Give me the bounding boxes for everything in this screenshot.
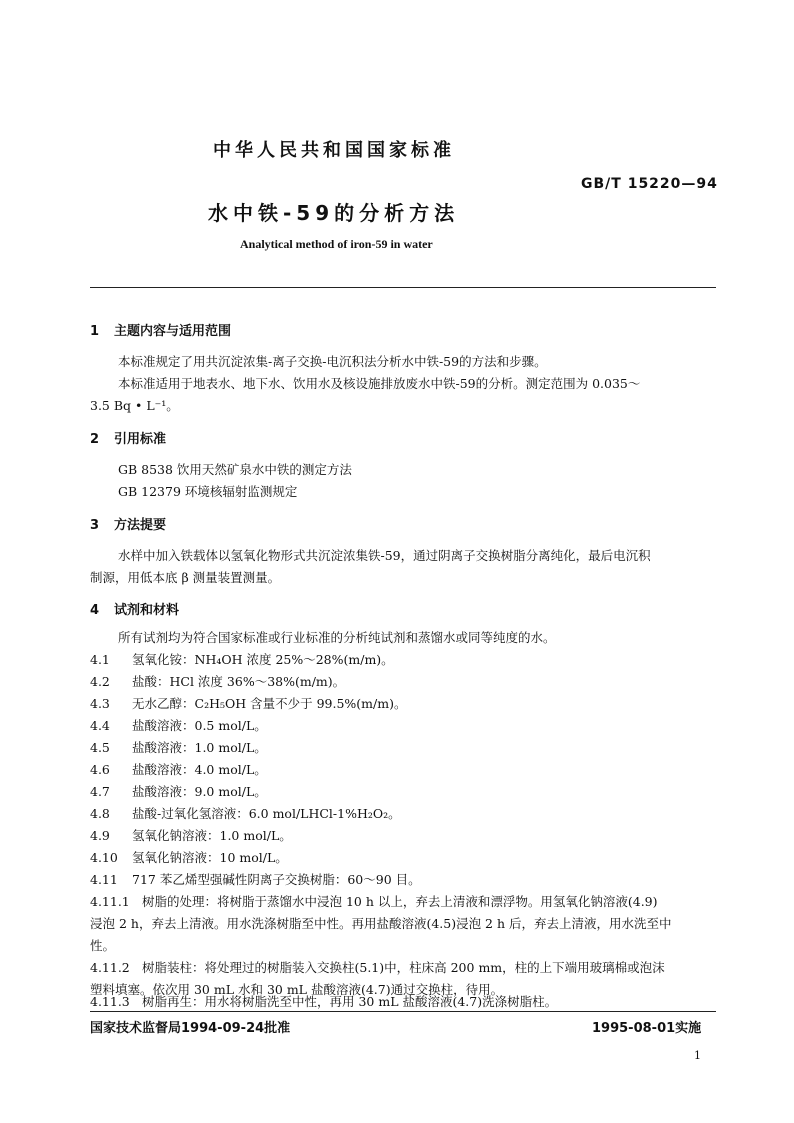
list-item — [90, 738, 267, 756]
effective-date: 1995-08-01实施 — [592, 1021, 702, 1036]
item-text: 氢氧化铵：NH₄OH 浓度 25%～28%(m/m)。 — [132, 652, 394, 667]
item-text: 氢氧化钠溶液：10 mol/L。 — [132, 850, 288, 865]
section-heading-4 — [90, 599, 179, 618]
item-text: 盐酸溶液：9.0 mol/L。 — [132, 784, 267, 799]
item-text-continued: 浸泡 2 h，弃去上清液。用水洗涤树脂至中性。再用盐酸溶液(4.5)浸泡 2 h 后，弃去上清液，用水洗至中 — [90, 916, 672, 931]
section-number: 3 — [90, 518, 100, 533]
section-heading-1 — [90, 320, 231, 339]
section-number: 4 — [90, 603, 100, 618]
item-text: 盐酸溶液：4.0 mol/L。 — [132, 762, 267, 777]
item-number: 4.11.2 — [90, 960, 130, 975]
item-number: 4.11.3 — [90, 994, 130, 1009]
list-item — [90, 716, 267, 734]
page-number: 1 — [694, 1049, 701, 1062]
item-number: 4.10 — [90, 850, 118, 865]
reference-item: GB 8538 饮用天然矿泉水中铁的测定方法 — [118, 462, 352, 477]
item-number: 4.11 — [90, 872, 118, 887]
section-number: 1 — [90, 324, 100, 339]
item-text: 树脂再生：用水将树脂洗至中性，再用 30 mL 盐酸溶液(4.7)洗涤树脂柱。 — [142, 994, 558, 1009]
section-heading-3 — [90, 514, 166, 533]
item-text-continued: 性。 — [90, 938, 116, 953]
section-number: 2 — [90, 432, 100, 447]
item-number: 4.1 — [90, 652, 110, 667]
standard-code: GB/T 15220—94 — [581, 176, 718, 192]
item-text: 盐酸溶液：0.5 mol/L。 — [132, 718, 267, 733]
reference-item: GB 12379 环境核辐射监测规定 — [118, 484, 298, 499]
approval-line: 国家技术监督局1994-09-24批准 — [90, 1021, 291, 1036]
item-number: 4.3 — [90, 696, 110, 711]
item-number: 4.4 — [90, 718, 110, 733]
list-item — [90, 672, 345, 690]
item-text: 盐酸：HCl 浓度 36%～38%(m/m)。 — [132, 674, 346, 689]
section-heading-2 — [90, 428, 166, 447]
item-number: 4.8 — [90, 806, 110, 821]
document-title-en: Analytical method of iron-59 in water — [240, 237, 433, 251]
list-item — [90, 650, 394, 668]
header-divider — [90, 287, 716, 288]
sub-item — [90, 958, 665, 976]
list-item — [90, 694, 406, 712]
list-item — [90, 826, 292, 844]
section-title: 试剂和材料 — [114, 603, 180, 618]
document-title: 水中铁-59的分析方法 — [208, 201, 460, 225]
item-number: 4.9 — [90, 828, 110, 843]
section-title: 主题内容与适用范围 — [114, 324, 232, 339]
list-item — [90, 760, 267, 778]
list-item — [90, 804, 401, 822]
item-text: 717 苯乙烯型强碱性阴离子交换树脂：60～90 目。 — [132, 872, 421, 887]
item-number: 4.7 — [90, 784, 110, 799]
item-number: 4.6 — [90, 762, 110, 777]
item-text-continued: 塑料填塞。依次用 30 mL 水和 30 mL 盐酸溶液(4.7)通过交换柱，待用。 — [90, 982, 504, 997]
paragraph: 水样中加入铁载体以氢氧化物形式共沉淀浓集铁-59，通过阴离子交换树脂分离纯化，最后电沉积 — [118, 548, 651, 563]
standard-org: 中华人民共和国国家标准 — [213, 140, 455, 161]
list-item — [90, 782, 267, 800]
paragraph: 制源，用低本底 β 测量装置测量。 — [90, 570, 281, 585]
item-text: 树脂的处理：将树脂于蒸馏水中浸泡 10 h 以上，弃去上清液和漂浮物。用氢氧化钠溶液(4.9) — [142, 894, 658, 909]
section-title: 引用标准 — [114, 432, 167, 447]
item-number: 4.2 — [90, 674, 110, 689]
paragraph: 本标准适用于地表水、地下水、饮用水及核设施排放废水中铁-59的分析。测定范围为 0.035～ — [118, 376, 641, 391]
section-title: 方法提要 — [114, 518, 167, 533]
list-item — [90, 848, 288, 866]
item-text: 盐酸溶液：1.0 mol/L。 — [132, 740, 267, 755]
item-number: 4.11.1 — [90, 894, 130, 909]
paragraph: 本标准规定了用共沉淀浓集-离子交换-电沉积法分析水中铁-59的方法和步骤。 — [118, 354, 547, 369]
item-text: 氢氧化钠溶液：1.0 mol/L。 — [132, 828, 292, 843]
item-text: 无水乙醇：C₂H₅OH 含量不少于 99.5%(m/m)。 — [132, 696, 407, 711]
paragraph: 3.5 Bq • L⁻¹。 — [90, 398, 179, 413]
paragraph: 所有试剂均为符合国家标准或行业标准的分析纯试剂和蒸馏水或同等纯度的水。 — [118, 630, 556, 645]
list-item — [90, 870, 421, 888]
item-number: 4.5 — [90, 740, 110, 755]
item-text: 盐酸-过氧化氢溶液：6.0 mol/LHCl-1%H₂O₂。 — [132, 806, 401, 821]
footer-divider — [90, 1011, 716, 1012]
sub-item — [90, 992, 557, 1010]
item-text: 树脂装柱：将处理过的树脂装入交换柱(5.1)中，柱床高 200 mm，柱的上下端用玻璃棉或泡沫 — [142, 960, 665, 975]
sub-item — [90, 892, 658, 910]
